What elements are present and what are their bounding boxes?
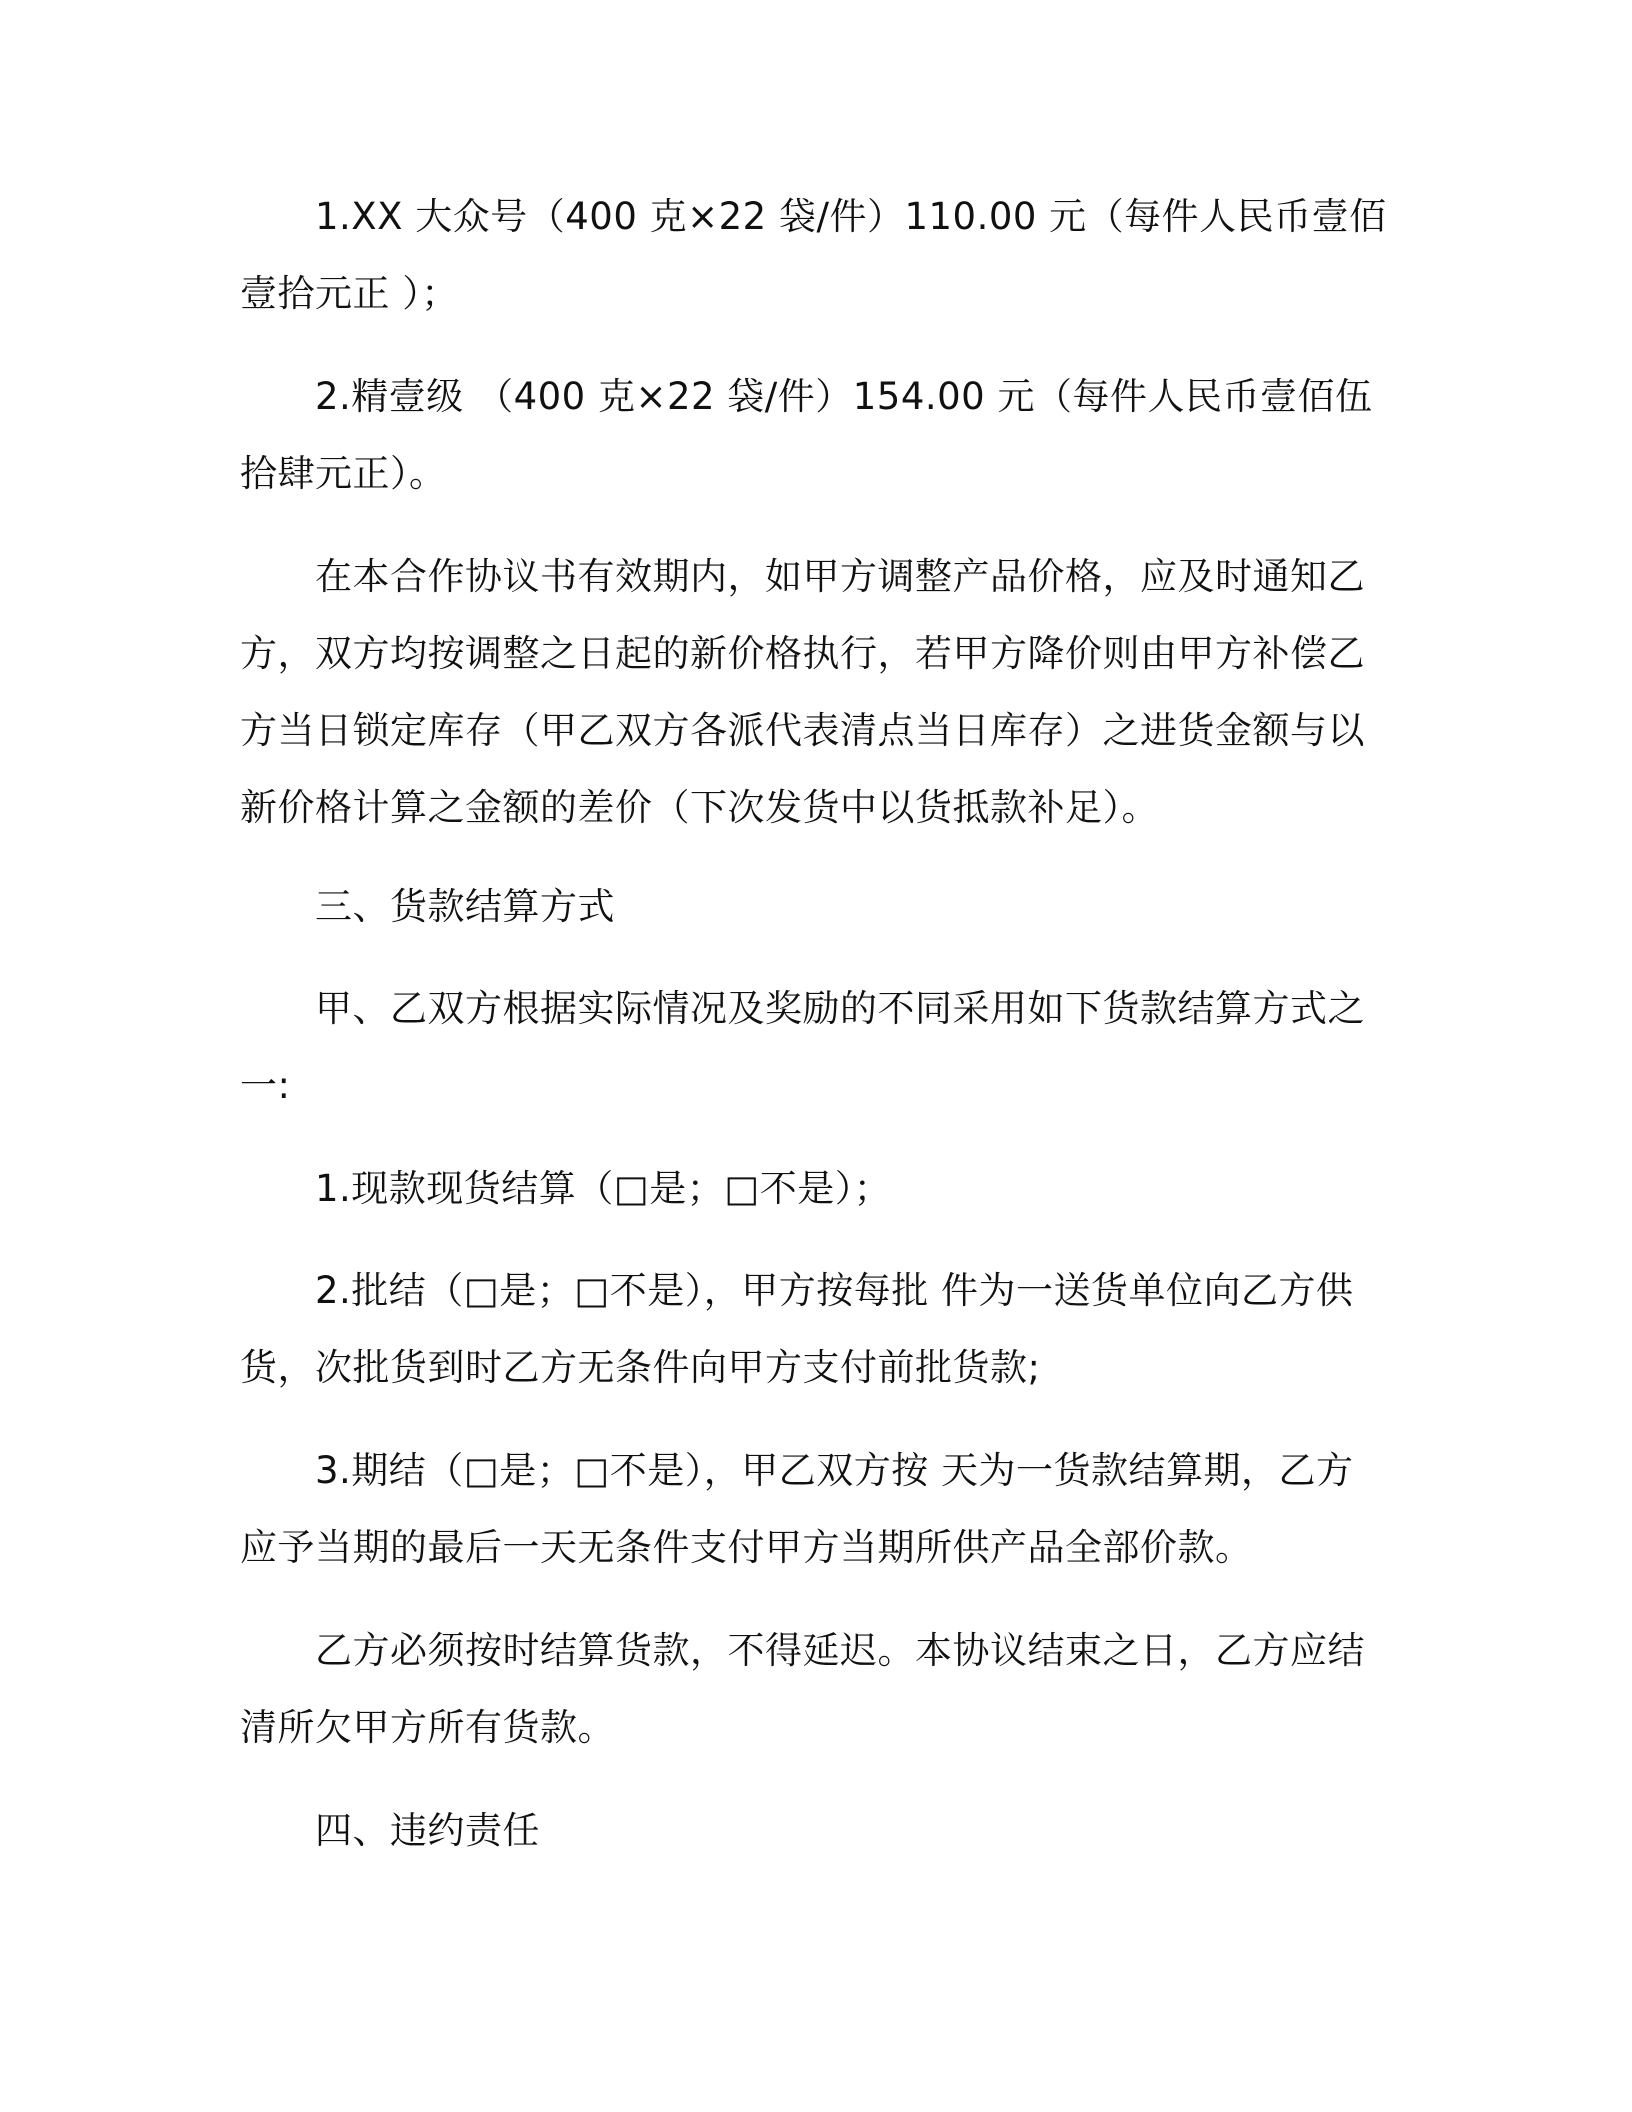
payment-deadline-paragraph: 乙方必须按时结算货款，不得延迟。本协议结束之日，乙方应结清所欠甲方所有货款。 (240, 1629, 1365, 1749)
payment-method-batch: 2.批结（□是；□不是），甲方按每批 件为一送货单位向乙方供货，次批货到时乙方无条件向甲方支付前批货款; (240, 1269, 1354, 1389)
price-item-1: 1.XX 大众号（400 克×22 袋/件）110.00 元（每件人民币壹佰壹拾元正 ）； (240, 195, 1387, 315)
price-item-2: 2.精壹级 （400 克×22 袋/件）154.00 元（每件人民币壹佰伍拾肆元正）。 (240, 375, 1373, 495)
section-heading-payment: 三、货款结算方式 (315, 885, 615, 928)
section-heading-liability: 四、违约责任 (315, 1809, 540, 1852)
payment-method-cash: 1.现款现货结算（□是；□不是）； (315, 1167, 892, 1210)
payment-method-period: 3.期结（□是；□不是），甲乙双方按 天为一货款结算期，乙方应予当期的最后一天无条件支付甲方当期所供产品全部价款。 (240, 1449, 1354, 1569)
payment-methods-intro: 甲、乙双方根据实际情况及奖励的不同采用如下货款结算方式之一: (240, 987, 1365, 1107)
price-adjustment-paragraph: 在本合作协议书有效期内，如甲方调整产品价格，应及时通知乙方，双方均按调整之日起的新价格执行，若甲方降价则由甲方补偿乙方当日锁定库存（甲乙双方各派代表清点当日库存）之进货金额与以新价格计算之金额的差价（下次发货中以货抵款补足）。 (240, 555, 1365, 829)
